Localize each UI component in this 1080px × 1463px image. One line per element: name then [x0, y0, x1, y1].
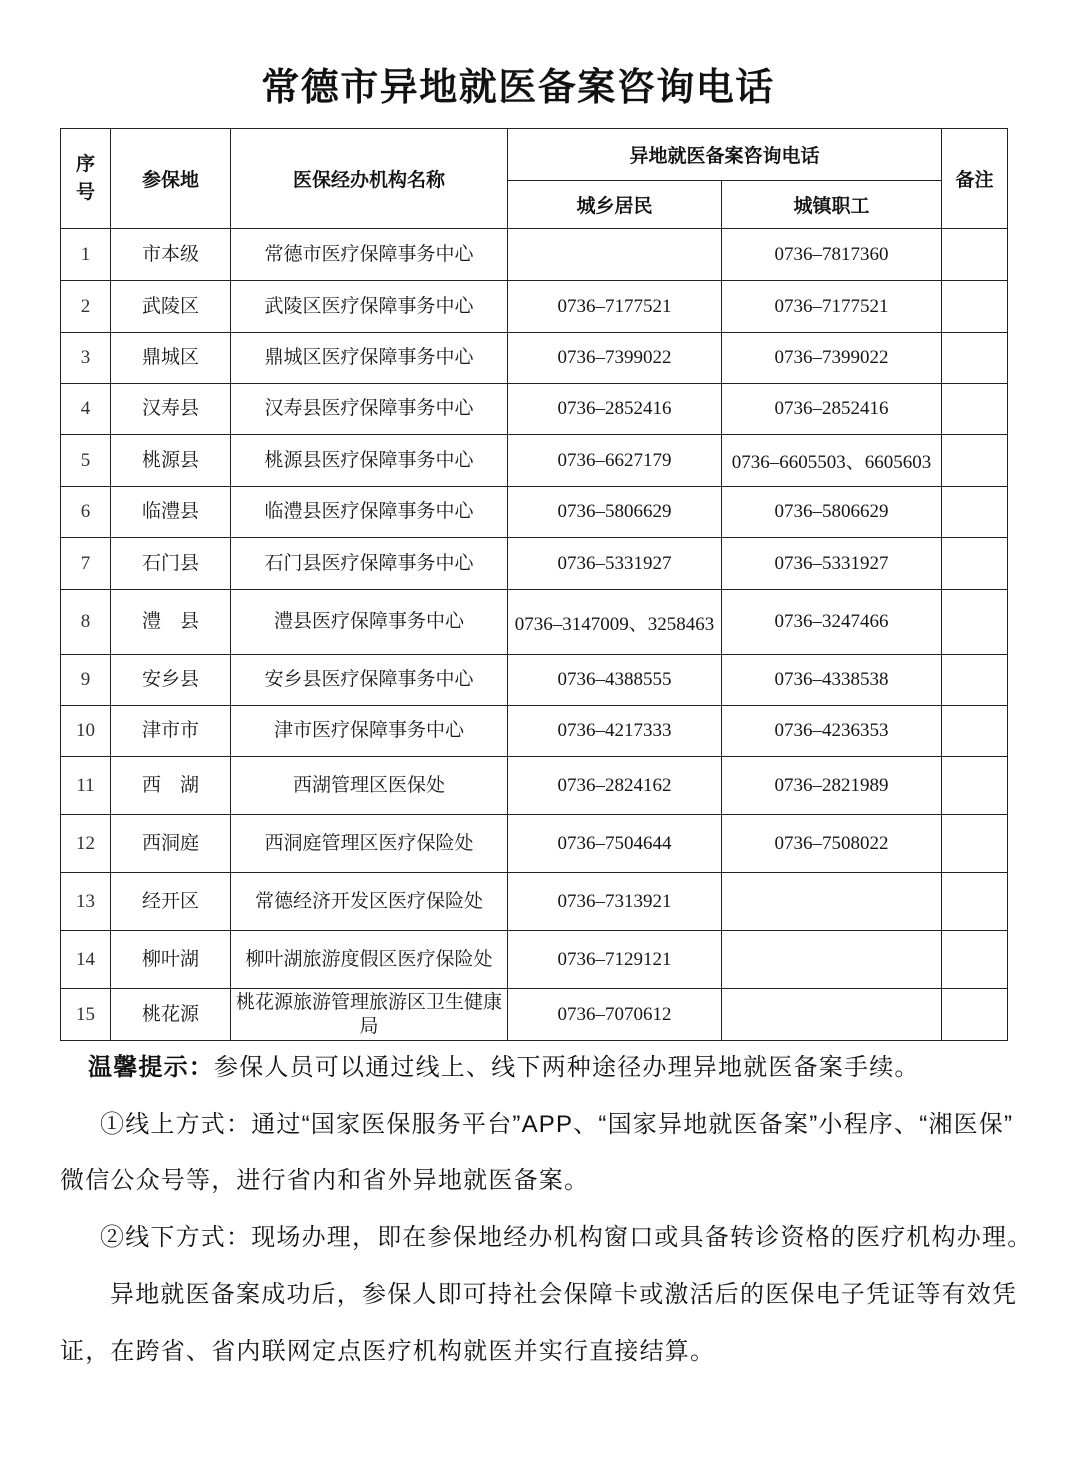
cell-urban-phone	[722, 989, 942, 1041]
cell-seq: 13	[61, 873, 111, 931]
cell-region: 西洞庭	[111, 815, 231, 873]
cell-seq: 10	[61, 706, 111, 757]
table-row	[61, 989, 1008, 1041]
table-row	[61, 435, 1008, 487]
cell-rural-phone: 0736–2852416	[508, 384, 722, 435]
cell-seq: 2	[61, 281, 111, 333]
tip-label: 温馨提示：	[88, 1054, 214, 1081]
table-row	[61, 655, 1008, 706]
cell-agency: 临澧县医疗保障事务中心	[231, 487, 508, 538]
header-remark: 备注	[942, 129, 1008, 229]
cell-seq: 1	[61, 229, 111, 281]
cell-remark	[942, 815, 1008, 873]
cell-region: 武陵区	[111, 281, 231, 333]
cell-rural-phone: 0736–7129121	[508, 931, 722, 989]
cell-urban-phone	[722, 931, 942, 989]
table-row	[61, 815, 1008, 873]
cell-agency: 津市医疗保障事务中心	[231, 706, 508, 757]
cell-region: 津市市	[111, 706, 231, 757]
cell-rural-phone: 0736–7177521	[508, 281, 722, 333]
cell-urban-phone: 0736–2852416	[722, 384, 942, 435]
cell-remark	[942, 706, 1008, 757]
cell-rural-phone: 0736–6627179	[508, 435, 722, 487]
cell-agency: 西洞庭管理区医疗保险处	[231, 815, 508, 873]
cell-rural-phone: 0736–7504644	[508, 815, 722, 873]
cell-agency: 武陵区医疗保障事务中心	[231, 281, 508, 333]
cell-seq: 11	[61, 757, 111, 815]
table-row	[61, 384, 1008, 435]
cell-seq: 8	[61, 590, 111, 655]
cell-rural-phone: 0736–2824162	[508, 757, 722, 815]
cell-region: 临澧县	[111, 487, 231, 538]
cell-agency: 西湖管理区医保处	[231, 757, 508, 815]
cell-remark	[942, 229, 1008, 281]
cell-remark	[942, 757, 1008, 815]
cell-region: 汉寿县	[111, 384, 231, 435]
header-seq	[61, 129, 111, 229]
cell-region: 经开区	[111, 873, 231, 931]
cell-rural-phone: 0736–7399022	[508, 333, 722, 384]
cell-seq: 5	[61, 435, 111, 487]
header-phone-group: 异地就医备案咨询电话	[508, 129, 942, 181]
cell-urban-phone	[722, 873, 942, 931]
cell-remark	[942, 435, 1008, 487]
cell-region: 柳叶湖	[111, 931, 231, 989]
header-agency: 医保经办机构名称	[231, 129, 508, 229]
online-method-line-1: ①线上方式：通过“国家医保服务平台”APP、“国家异地就医备案”小程序、“湘医保”	[100, 1111, 1014, 1138]
cell-urban-phone: 0736–5806629	[722, 487, 942, 538]
cell-urban-phone: 0736–3247466	[722, 590, 942, 655]
cell-remark	[942, 333, 1008, 384]
header-region: 参保地	[111, 129, 231, 229]
cell-region: 市本级	[111, 229, 231, 281]
cell-rural-phone: 0736–5331927	[508, 538, 722, 590]
offline-method-line: ②线下方式：现场办理，即在参保地经办机构窗口或具备转诊资格的医疗机构办理。	[100, 1224, 1033, 1251]
table-row	[61, 538, 1008, 590]
cell-region: 桃花源	[111, 989, 231, 1041]
cell-urban-phone: 0736–4338538	[722, 655, 942, 706]
after-registration-line-1: 异地就医备案成功后，参保人即可持社会保障卡或激活后的医保电子凭证等有效凭	[110, 1281, 1018, 1308]
cell-agency: 桃花源旅游管理旅游区卫生健康局	[231, 989, 508, 1041]
table-row	[61, 590, 1008, 655]
cell-agency: 安乡县医疗保障事务中心	[231, 655, 508, 706]
cell-rural-phone: 0736–5806629	[508, 487, 722, 538]
cell-rural-phone: 0736–7070612	[508, 989, 722, 1041]
cell-seq: 4	[61, 384, 111, 435]
cell-seq: 14	[61, 931, 111, 989]
cell-seq: 7	[61, 538, 111, 590]
cell-agency: 桃源县医疗保障事务中心	[231, 435, 508, 487]
table-row	[61, 229, 1008, 281]
cell-urban-phone: 0736–7817360	[722, 229, 942, 281]
cell-seq: 15	[61, 989, 111, 1041]
cell-agency: 常德市医疗保障事务中心	[231, 229, 508, 281]
header-seq-label: 序号	[75, 153, 95, 203]
cell-urban-phone: 0736–6605503、6605603	[722, 435, 942, 487]
cell-region: 安乡县	[111, 655, 231, 706]
header-rural: 城乡居民	[508, 181, 722, 229]
cell-remark	[942, 989, 1008, 1041]
header-urban: 城镇职工	[722, 181, 942, 229]
cell-seq: 9	[61, 655, 111, 706]
cell-agency: 汉寿县医疗保障事务中心	[231, 384, 508, 435]
cell-urban-phone: 0736–7177521	[722, 281, 942, 333]
table-row	[61, 706, 1008, 757]
cell-region: 西 湖	[111, 757, 231, 815]
cell-rural-phone	[508, 229, 722, 281]
cell-region: 澧 县	[111, 590, 231, 655]
cell-remark	[942, 873, 1008, 931]
online-method-line-2: 微信公众号等，进行省内和省外异地就医备案。	[60, 1167, 590, 1194]
table-row	[61, 333, 1008, 384]
cell-remark	[942, 281, 1008, 333]
cell-region: 桃源县	[111, 435, 231, 487]
cell-agency: 常德经济开发区医疗保险处	[231, 873, 508, 931]
cell-region: 鼎城区	[111, 333, 231, 384]
consult-phone-table	[60, 128, 1008, 1041]
cell-rural-phone: 0736–4388555	[508, 655, 722, 706]
table-header-row	[61, 129, 1008, 181]
cell-urban-phone: 0736–5331927	[722, 538, 942, 590]
cell-remark	[942, 655, 1008, 706]
cell-remark	[942, 590, 1008, 655]
cell-remark	[942, 487, 1008, 538]
after-registration-line-2: 证，在跨省、省内联网定点医疗机构就医并实行直接结算。	[60, 1338, 716, 1365]
cell-urban-phone: 0736–7399022	[722, 333, 942, 384]
cell-rural-phone: 0736–7313921	[508, 873, 722, 931]
cell-region: 石门县	[111, 538, 231, 590]
table-row	[61, 281, 1008, 333]
cell-rural-phone: 0736–3147009、3258463	[508, 590, 722, 655]
cell-agency: 柳叶湖旅游度假区医疗保险处	[231, 931, 508, 989]
cell-remark	[942, 384, 1008, 435]
cell-urban-phone: 0736–4236353	[722, 706, 942, 757]
tip-text: 参保人员可以通过线上、线下两种途径办理异地就医备案手续。	[214, 1054, 920, 1081]
cell-seq: 12	[61, 815, 111, 873]
table-row	[61, 757, 1008, 815]
tip-line	[88, 1051, 920, 1085]
cell-agency: 鼎城区医疗保障事务中心	[231, 333, 508, 384]
cell-agency: 澧县医疗保障事务中心	[231, 590, 508, 655]
cell-urban-phone: 0736–2821989	[722, 757, 942, 815]
cell-rural-phone: 0736–4217333	[508, 706, 722, 757]
cell-seq: 6	[61, 487, 111, 538]
cell-agency: 石门县医疗保障事务中心	[231, 538, 508, 590]
table-row	[61, 487, 1008, 538]
cell-remark	[942, 931, 1008, 989]
cell-seq: 3	[61, 333, 111, 384]
page-title: 常德市异地就医备案咨询电话	[261, 67, 775, 109]
cell-remark	[942, 538, 1008, 590]
table-row	[61, 873, 1008, 931]
cell-urban-phone: 0736–7508022	[722, 815, 942, 873]
table-row	[61, 931, 1008, 989]
